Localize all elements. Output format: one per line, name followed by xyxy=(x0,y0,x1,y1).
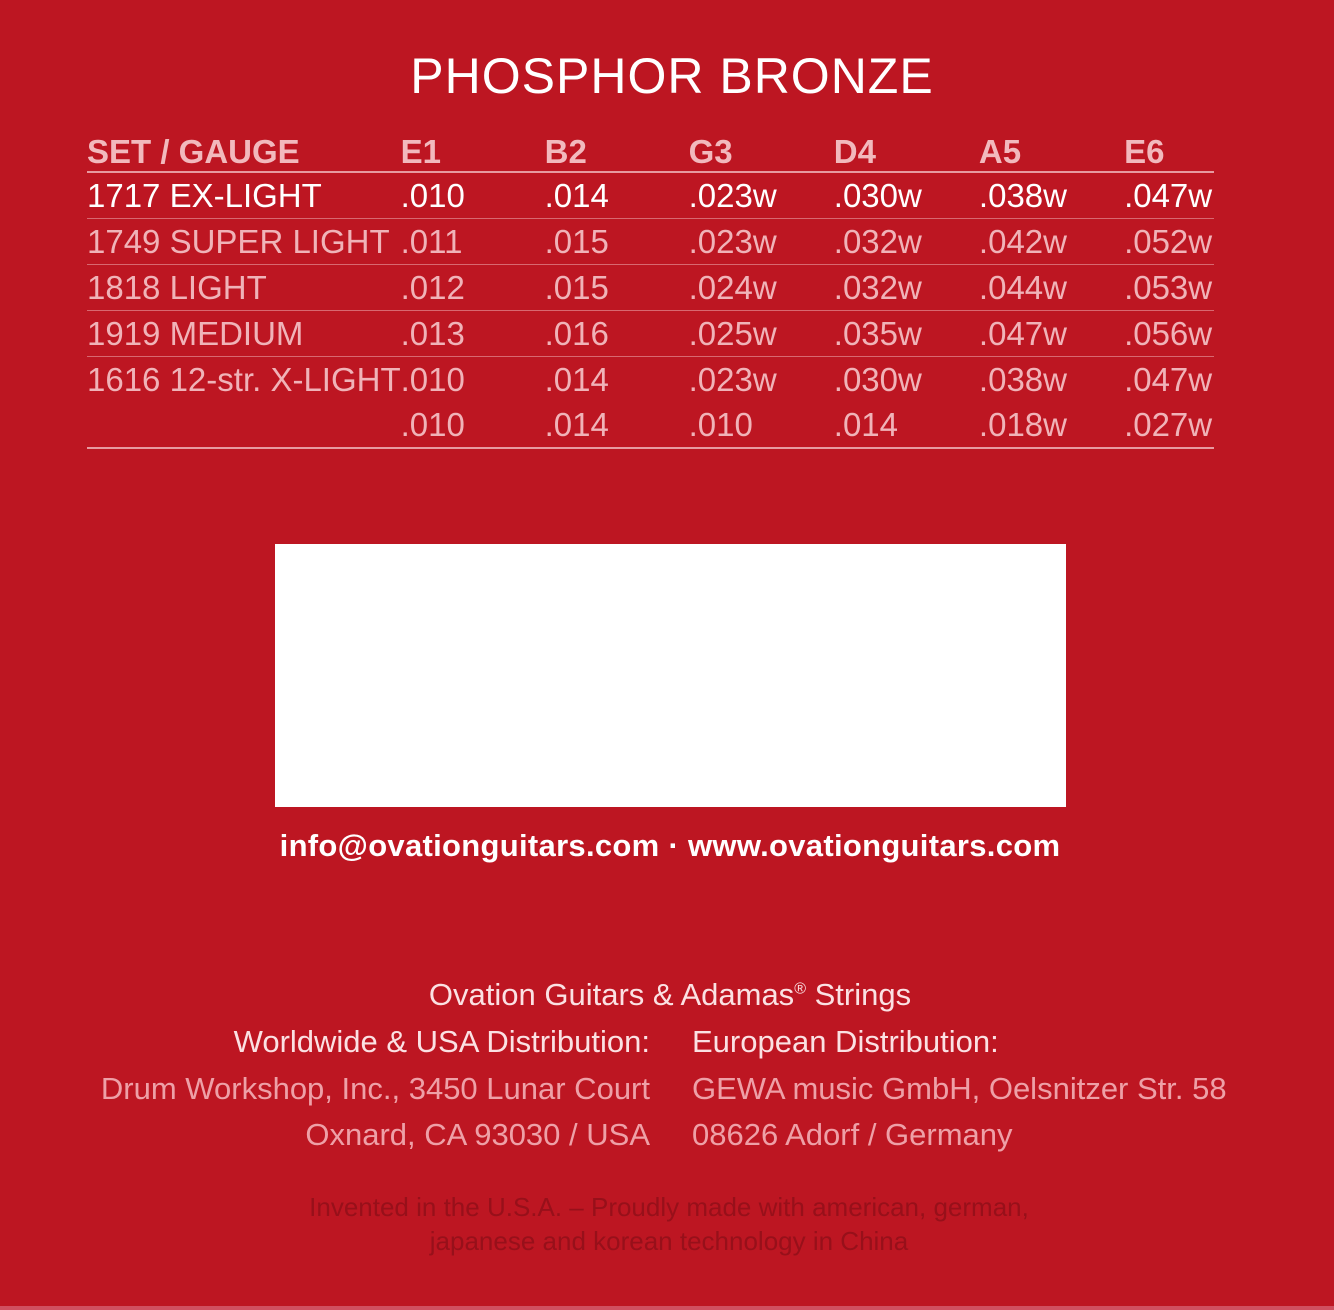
gauge-cell: .010 xyxy=(401,172,545,219)
gauge-cell: .056w xyxy=(1124,311,1214,357)
set-name: 1717 EX-LIGHT xyxy=(87,172,401,219)
set-name: 1616 12-str. X-LIGHT xyxy=(87,360,401,398)
worldwide-address-line1: Drum Workshop, Inc., 3450 Lunar Court xyxy=(100,1071,650,1106)
gauge-cell: .047w xyxy=(979,311,1124,357)
european-address-line2: 08626 Adorf / Germany xyxy=(692,1117,1013,1152)
gauge-cell: .024w xyxy=(689,265,834,311)
gauge-cell: .025w xyxy=(689,311,834,357)
gauge-cell: .038w xyxy=(979,172,1124,219)
table-row xyxy=(87,172,1214,219)
gauge-cell: .044w xyxy=(979,265,1124,311)
website-link[interactable]: www.ovationguitars.com xyxy=(688,828,1061,863)
table-row xyxy=(87,219,1214,265)
table-header-row xyxy=(87,128,1214,172)
gauge-cell: .010 xyxy=(689,402,834,448)
origin-line1: Invented in the U.S.A. – Proudly made with american, german, xyxy=(309,1192,1029,1222)
table-row xyxy=(87,357,1214,403)
gauge-cell: .018w xyxy=(979,402,1124,448)
header-e1: E1 xyxy=(401,128,545,172)
brand-name: Ovation Guitars & Adamas xyxy=(428,977,795,1012)
set-name: 1919 MEDIUM xyxy=(87,311,401,357)
gauge-cell: .015 xyxy=(545,265,689,311)
header-b2: B2 xyxy=(545,128,689,172)
registered-mark: ® xyxy=(794,980,806,998)
gauge-cell: .042w xyxy=(979,219,1124,265)
gauge-table xyxy=(87,128,1214,449)
gauge-cell: .014 xyxy=(545,402,689,448)
gauge-cell: .032w xyxy=(834,219,979,265)
header-set-gauge: SET / GAUGE xyxy=(87,128,401,172)
worldwide-distribution xyxy=(101,1022,650,1158)
european-distribution xyxy=(692,1022,1227,1158)
worldwide-heading: Worldwide & USA Distribution: xyxy=(233,1024,650,1059)
european-address-line1: GEWA music GmbH, Oelsnitzer Str. 58 xyxy=(692,1071,1227,1106)
gauge-cell: .032w xyxy=(834,265,979,311)
origin-statement xyxy=(0,1190,1334,1258)
gauge-cell: .014 xyxy=(545,172,689,219)
gauge-cell: .023w xyxy=(689,172,834,219)
header-e6: E6 xyxy=(1124,128,1214,172)
gauge-cell: .038w xyxy=(978,360,1067,398)
origin-line2: japanese and korean technology in China xyxy=(429,1226,909,1256)
header-d4: D4 xyxy=(834,128,979,172)
gauge-cell: .047w xyxy=(1124,172,1214,219)
bottom-edge-divider xyxy=(0,1306,1334,1310)
gauge-cell: .010 xyxy=(400,360,465,398)
table-row xyxy=(87,311,1214,357)
gauge-cell: .023w xyxy=(688,360,777,398)
contact-line xyxy=(0,826,1334,866)
gauge-cell: .052w xyxy=(1124,219,1214,265)
brand-line xyxy=(0,975,1334,1015)
gauge-cell: .030w xyxy=(834,172,979,219)
gauge-cell: .010 xyxy=(401,402,545,448)
product-title: PHOSPHOR BRONZE xyxy=(410,48,934,104)
gauge-cell: .016 xyxy=(545,311,689,357)
gauge-cell: .053w xyxy=(1124,265,1214,311)
gauge-cell: .035w xyxy=(834,311,979,357)
gauge-cell: .015 xyxy=(545,219,689,265)
set-name: 1818 LIGHT xyxy=(87,265,401,311)
contact-separator: · xyxy=(668,828,680,863)
set-name xyxy=(87,402,401,448)
worldwide-address-line2: Oxnard, CA 93030 / USA xyxy=(305,1117,650,1152)
european-heading: European Distribution: xyxy=(692,1024,999,1059)
table-row xyxy=(87,265,1214,311)
gauge-cell: .023w xyxy=(689,219,834,265)
header-a5: A5 xyxy=(979,128,1124,172)
blank-label-box xyxy=(275,544,1066,807)
email-link[interactable]: info@ovationguitars.com xyxy=(279,828,660,863)
set-name: 1749 SUPER LIGHT xyxy=(87,219,401,265)
gauge-cell: .027w xyxy=(1124,402,1214,448)
gauge-cell: .014 xyxy=(834,402,979,448)
gauge-cell: .012 xyxy=(401,265,545,311)
gauge-cell: .047w xyxy=(1124,360,1213,398)
gauge-cell: .011 xyxy=(401,219,545,265)
gauge-cell: .013 xyxy=(401,311,545,357)
gauge-cell: .030w xyxy=(833,360,922,398)
table-row xyxy=(87,402,1214,448)
brand-suffix: Strings xyxy=(805,977,912,1012)
header-g3: G3 xyxy=(689,128,834,172)
gauge-cell: .014 xyxy=(544,360,609,398)
